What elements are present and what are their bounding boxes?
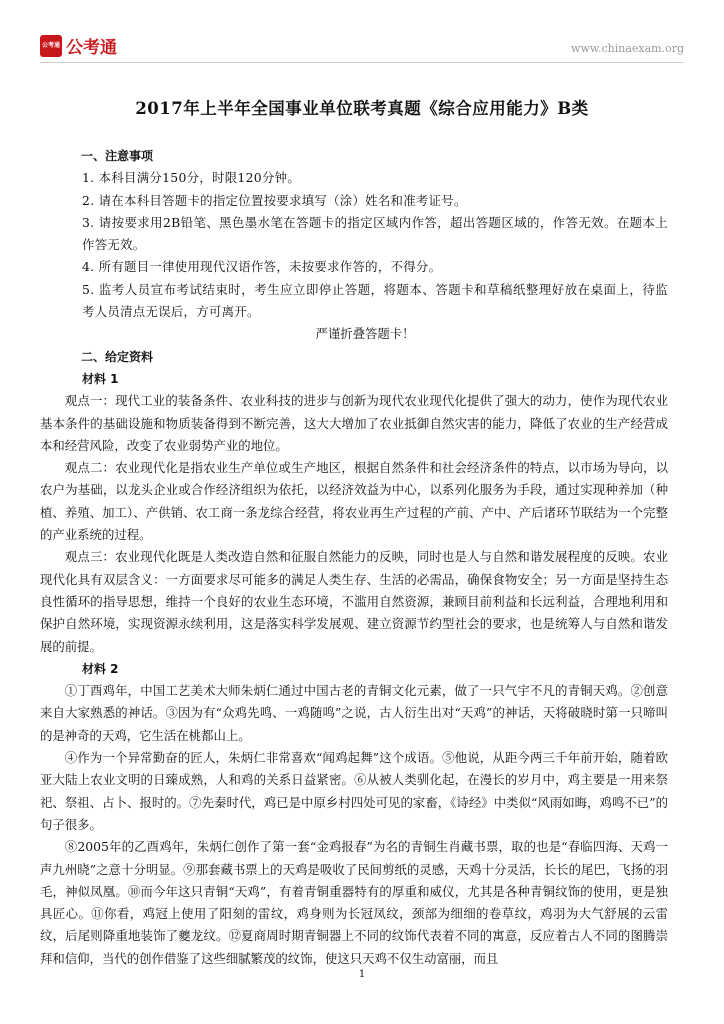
page-number: 1 (358, 969, 366, 980)
material-paragraph: ①丁酉鸡年，中国工艺美术大师朱炳仁通过中国古老的青铜文化元素，做了一只气宇不凡的青铜天鸡。②创意来自大家熟悉的神话。③因为有“众鸡先鸣、一鸡随鸣”之说，古人衍生出对“天鸡”的神话，天将破晓时第一只啼叫的是神奇的天鸡，它生活在桃都山上。 (40, 683, 668, 743)
material-paragraph: ④作为一个异常勤奋的匠人，朱炳仁非常喜欢“闻鸡起舞”这个成语。⑤他说，从距今两三千年前开始，随着欧亚大陆上农业文明的日臻成熟，人和鸡的关系日益紧密。⑥从被人类驯化起，在漫长的岁月中，鸡主要是一用来祭祀、祭祖、占卜、报时的。⑦先秦时代，鸡已是中原乡村四处可见的家畜，《诗经》中类似“风雨如晦，鸡鸣不已”的句子很多。 (40, 750, 668, 832)
section-heading-notes: 一、注意事项 (81, 149, 154, 163)
material-paragraph: 观点三：农业现代化既是人类改造自然和征服自然能力的反映，同时也是人与自然和谐发展程度的反映。农业现代化具有双层含义：一方面要求尽可能多的满足人类生存、生活的必需品，确保食物安全；另一方面是坚持生态良性循环的指导思想，维持一个良好的农业生态环境，不滥用自然资源，兼顾目前利益和长远利益，合理地利用和保护自然环境，实现资源永续利用，这是落实科学发展观、建立资源节约型社会的要求，也是统筹人与自然和谐发展的前提。 (40, 549, 668, 654)
page-header (40, 33, 684, 63)
instruction-item: 4. 所有题目一律使用现代汉语作答，未按要求作答的，不得分。 (82, 259, 442, 275)
material-paragraph: 观点一：现代工业的装备条件、农业科技的进步与创新为现代农业现代化提供了强大的动力，使作为现代农业基本条件的基础设施和物质装备得到不断完善，这大大增加了农业抵御自然灾害的能力，降低了农业的生产经营成本和经营风险，改变了农业弱势产业的地位。 (40, 393, 668, 453)
instruction-item: 3. 请按要求用2B铅笔、黑色墨水笔在答题卡的指定区域内作答，超出答题区域的，作答无效。在题本上作答无效。 (82, 214, 668, 253)
material-label: 材料 1 (82, 371, 119, 386)
document-title: 2017年上半年全国事业单位联考真题《综合应用能力》B类 (135, 99, 589, 118)
header-divider (40, 62, 684, 63)
instruction-item: 5. 监考人员宣布考试结束时，考生应立即停止答题，将题本、答题卡和草稿纸整理好放在桌面上，待监考人员清点无误后，方可离开。 (82, 281, 668, 320)
logo-badge-icon: 公考通 (40, 35, 62, 57)
warning-text: 严谨折叠答题卡！ (315, 326, 415, 342)
material-label: 材料 2 (82, 661, 119, 676)
instruction-item: 1. 本科目满分150分，时限120分钟。 (82, 170, 301, 186)
section-heading-materials: 二、给定资料 (81, 349, 154, 364)
logo[interactable] (40, 33, 117, 58)
document-body (40, 145, 668, 970)
logo-text: 公考通 (66, 38, 117, 58)
material-paragraph: ⑧2005年的乙酉鸡年，朱炳仁创作了第一套“金鸡报春”为名的青铜生肖藏书票，取的也是“春临四海、天鸡一声九州晓”之意十分明显。⑨那套藏书票上的天鸡是吸收了民间剪纸的灵感，天鸡十分灵活，长长的尾巴，飞扬的羽毛，神似凤凰。⑩而今年这只青铜“天鸡”，有着青铜重器特有的厚重和威仪，尤其是各种青铜纹饰的使用，更是独具匠心。⑪你看，鸡冠上使用了阳刻的雷纹，鸡身则为长冠凤纹，颈部为细细的卷草纹，鸡羽为大气舒展的云雷纹，后尾则降重地装饰了夔龙纹。⑫夏商周时期青铜器上不同的纹饰代表着不同的寓意，反应着古人不同的图腾崇拜和信仰，当代的创作借鉴了这些细腻繁茂的纹饰，使这只天鸡不仅生动富丽，而且 (40, 839, 668, 966)
instruction-item: 2. 请在本科目答题卡的指定位置按要求填写（涂）姓名和准考证号。 (82, 192, 467, 208)
site-url[interactable]: www.chinaexam.org (571, 42, 684, 55)
material-paragraph: 观点二：农业现代化是指农业生产单位或生产地区，根据自然条件和社会经济条件的特点，以市场为导向，以农户为基础，以龙头企业或合作经济组织为依托，以经济效益为中心，以系列化服务为手段，通过实现种养加（种植、养殖、加工）、产供销、农工商一条龙综合经营，将农业再生产过程的产前、产中、产后诸环节联结为一个完整的产业系统的过程。 (40, 460, 668, 543)
